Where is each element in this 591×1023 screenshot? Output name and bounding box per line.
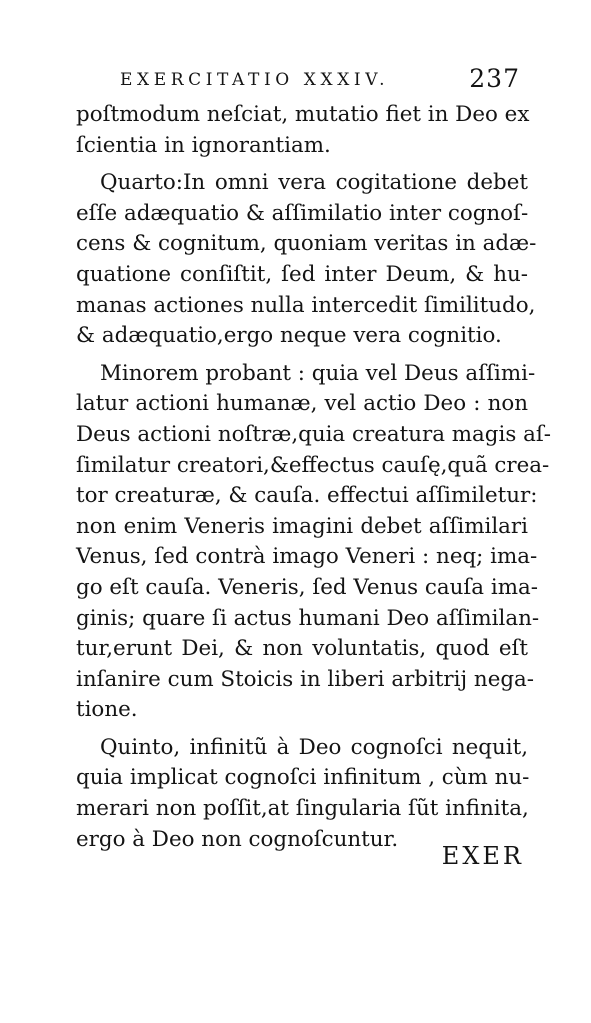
- running-head-title: EXERCITATIO XXXIV.: [120, 70, 390, 90]
- text-line: ſimilatur creatori,&effectus cauſę,quã crea-: [76, 452, 550, 478]
- text-line: Deus actioni noſtræ,quia creatura magis aſ-: [76, 421, 552, 447]
- text-line: merari non poſſit,at ſingularia ſũt infinita,: [76, 796, 529, 822]
- text-line: quia implicat cognoſci infinitum , cùm nu-: [76, 765, 530, 791]
- paragraph-continuation: [76, 100, 528, 161]
- text-line: poſtmodum neſciat, mutatio fiet in Deo ex: [76, 102, 530, 127]
- text-line: ginis; quare ſi actus humani Deo aſſimilan-: [76, 605, 540, 631]
- text-line: eſſe adæquatio & aſſimilatio inter cognoſ-: [76, 200, 529, 226]
- text-line: tur,erunt Dei, & non voluntatis, quod eſt: [76, 636, 528, 662]
- text-line: Quinto, infinitũ à Deo cognoſci nequit,: [100, 734, 528, 760]
- paragraph-minorem: [76, 359, 552, 726]
- running-head: [120, 64, 520, 98]
- text-line: go eſt cauſa. Veneris, ſed Venus cauſa ima-: [76, 574, 538, 600]
- text-line: Quarto:In omni vera cogitatione debet: [100, 170, 528, 196]
- text-line: tione.: [76, 697, 138, 723]
- text-line: & adæquatio,ergo neque vera cognitio.: [76, 323, 502, 349]
- text-line: cens & cognitum, quoniam veritas in adæ-: [76, 231, 537, 257]
- text-line: non enim Veneris imagini debet aſſimilari: [76, 513, 528, 539]
- text-line: ergo à Deo non cognoſcuntur.: [76, 826, 399, 852]
- text-line: tor creaturæ, & cauſa. effectui aſſimiletur:: [76, 483, 538, 509]
- text-line: Minorem probant : quia vel Deus aſſimi-: [100, 360, 536, 386]
- body-text: [76, 100, 552, 862]
- page-number: 237: [469, 64, 520, 93]
- text-line: ſcientia in ignorantiam.: [76, 132, 331, 158]
- text-line: quatione conſiſtit, ſed inter Deum, & hu-: [76, 261, 528, 287]
- catchword: EXER: [441, 842, 524, 870]
- text-line: manas actiones nulla intercedit ſimilitudo,: [76, 292, 536, 318]
- paragraph-quarto: [76, 168, 537, 352]
- text-line: latur actioni humanæ, vel actio Deo : non: [76, 391, 528, 417]
- text-line: inſanire cum Stoicis in liberi arbitrij nega-: [76, 666, 535, 692]
- text-line: Venus, ſed contrà imago Veneri : neq; ima-: [76, 544, 538, 570]
- paragraph-quinto: [76, 733, 528, 855]
